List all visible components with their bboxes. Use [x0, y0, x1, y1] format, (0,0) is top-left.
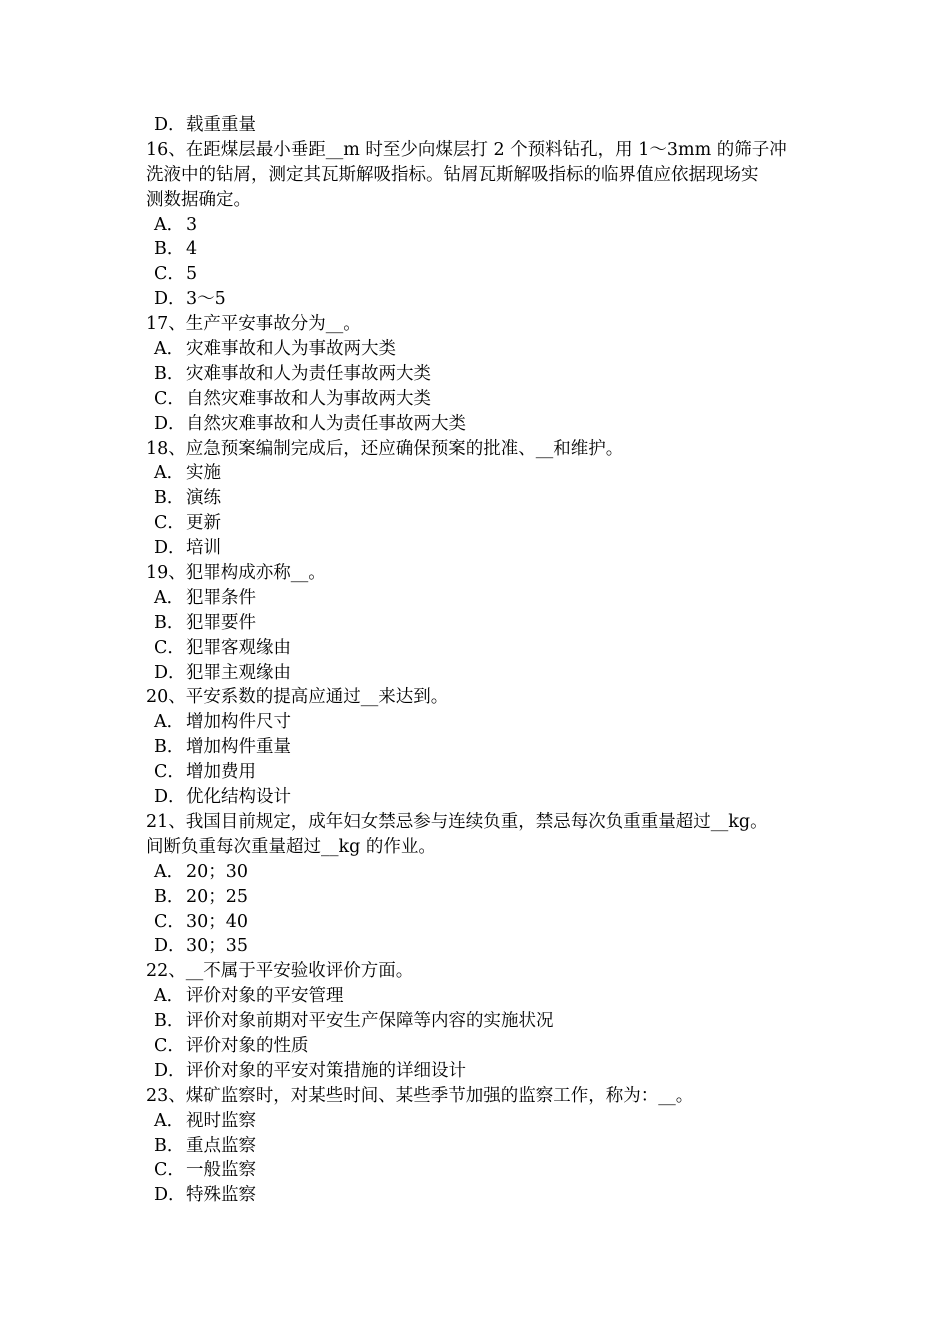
answer-option: [146, 1059, 816, 1084]
answer-option: [146, 934, 816, 959]
answer-option: [146, 486, 816, 511]
question-text-line: 洗液中的钻屑，测定其瓦斯解吸指标。钻屑瓦斯解吸指标的临界值应依据现场实: [146, 164, 759, 185]
answer-option: [146, 387, 816, 412]
option-text: 培训: [186, 538, 221, 559]
option-letter: C．: [154, 264, 185, 285]
answer-option: [146, 586, 816, 611]
question-text-line: 18、应急预案编制完成后，还应确保预案的批准、__和维护。: [146, 438, 624, 459]
option-letter: B．: [154, 1135, 185, 1156]
option-text: 30；35: [186, 936, 249, 957]
option-letter: C．: [154, 513, 185, 534]
option-text: 增加构件尺寸: [186, 712, 291, 733]
option-letter: C．: [154, 762, 185, 783]
question-stem: [146, 138, 816, 213]
option-text: 视时监察: [186, 1110, 256, 1131]
answer-option: [146, 412, 816, 437]
option-letter: A．: [154, 587, 185, 608]
answer-option: [146, 1034, 816, 1059]
option-text: 增加构件重量: [186, 737, 291, 758]
option-letter: D．: [154, 413, 186, 434]
option-text: 3～5: [186, 289, 226, 310]
option-letter: C．: [154, 1035, 185, 1056]
answer-option: [146, 885, 816, 910]
answer-option: [146, 661, 816, 686]
option-letter: A．: [154, 463, 185, 484]
option-letter: D．: [154, 115, 186, 135]
answer-option: [146, 461, 816, 486]
option-text: 演练: [186, 488, 221, 509]
question-stem: [146, 437, 816, 462]
answer-option: [146, 362, 816, 387]
option-letter: A．: [154, 339, 185, 360]
option-letter: C．: [154, 388, 185, 409]
option-letter: C．: [154, 911, 185, 932]
option-text: 实施: [186, 463, 221, 484]
option-letter: D．: [154, 662, 186, 683]
option-text: 犯罪客观缘由: [186, 637, 291, 658]
option-text: 重点监察: [186, 1135, 256, 1156]
option-text: 3: [186, 214, 198, 235]
question-text-line: 间断负重每次重量超过__kg 的作业。: [146, 836, 436, 857]
option-text: 20；25: [186, 886, 249, 907]
option-text: 评价对象的平安对策措施的详细设计: [186, 1060, 466, 1081]
option-letter: D．: [154, 289, 186, 310]
option-letter: D．: [154, 1060, 186, 1081]
answer-option: [146, 213, 816, 238]
answer-option: [146, 611, 816, 636]
question-text-line: 20、平安系数的提高应通过__来达到。: [146, 687, 449, 708]
option-letter: B．: [154, 886, 185, 907]
option-text: 更新: [186, 513, 221, 534]
option-text: 犯罪要件: [186, 612, 256, 633]
answer-option: [146, 984, 816, 1009]
option-letter: D．: [154, 936, 186, 957]
option-letter: B．: [154, 363, 185, 384]
question-stem: [146, 312, 816, 337]
option-letter: D．: [154, 787, 186, 808]
answer-option: [146, 1134, 816, 1159]
option-letter: A．: [154, 861, 185, 882]
option-letter: A．: [154, 986, 185, 1007]
option-text: 特殊监察: [186, 1185, 256, 1206]
option-letter: A．: [154, 712, 185, 733]
question-stem: [146, 959, 816, 984]
question-text-line: 16、在距煤层最小垂距__m 时至少向煤层打 2 个预料钻孔，用 1～3mm 的筛子冲: [146, 139, 787, 160]
question-text-line: 19、犯罪构成亦称__。: [146, 563, 326, 584]
option-text: 优化结构设计: [186, 787, 291, 808]
option-text: 20；30: [186, 861, 249, 882]
option-letter: D．: [154, 1185, 186, 1206]
answer-option: [146, 237, 816, 262]
answer-option: [146, 262, 816, 287]
question-text-line: 21、我国目前规定，成年妇女禁忌参与连续负重，禁忌每次负重重量超过__kg。: [146, 811, 768, 832]
question-text-line: 23、煤矿监察时，对某些时间、某些季节加强的监察工作，称为：__。: [146, 1085, 694, 1106]
answer-option: [146, 511, 816, 536]
answer-option: [146, 337, 816, 362]
option-letter: B．: [154, 1011, 185, 1032]
option-text: 犯罪主观缘由: [186, 662, 291, 683]
answer-option: [146, 536, 816, 561]
option-text: 4: [186, 239, 198, 260]
option-text: 评价对象的平安管理: [186, 986, 344, 1007]
option-text: 灾难事故和人为责任事故两大类: [186, 363, 431, 384]
option-letter: B．: [154, 737, 185, 758]
option-letter: A．: [154, 1110, 185, 1131]
answer-option: [146, 1183, 816, 1208]
question-stem: [146, 561, 816, 586]
option-letter: C．: [154, 1160, 185, 1181]
answer-option: [146, 636, 816, 661]
option-text: 5: [186, 264, 198, 285]
option-letter: C．: [154, 637, 185, 658]
answer-option: [146, 710, 816, 735]
question-text-line: 17、生产平安事故分为__。: [146, 314, 361, 335]
option-text: 自然灾难事故和人为责任事故两大类: [186, 413, 466, 434]
answer-option: [146, 760, 816, 785]
answer-option: [146, 735, 816, 760]
option-text: 灾难事故和人为事故两大类: [186, 339, 396, 360]
answer-option: [146, 1158, 816, 1183]
option-letter: B．: [154, 612, 185, 633]
answer-option: [146, 860, 816, 885]
answer-option: [146, 113, 816, 138]
option-text: 自然灾难事故和人为事故两大类: [186, 388, 431, 409]
question-text-line: 测数据确定。: [146, 189, 251, 210]
option-text: 一般监察: [186, 1160, 256, 1181]
answer-option: [146, 1109, 816, 1134]
option-letter: B．: [154, 488, 185, 509]
question-stem: [146, 1084, 816, 1109]
answer-option: [146, 785, 816, 810]
option-text: 载重重量: [186, 115, 256, 135]
option-text: 评价对象的性质: [186, 1035, 309, 1056]
answer-option: [146, 910, 816, 935]
option-text: 30；40: [186, 911, 249, 932]
question-stem: [146, 685, 816, 710]
question-text-line: 22、__不属于平安验收评价方面。: [146, 961, 414, 982]
option-letter: D．: [154, 538, 186, 559]
exam-question-list: [146, 113, 816, 1208]
question-stem: [146, 810, 816, 860]
option-letter: B．: [154, 239, 185, 260]
answer-option: [146, 287, 816, 312]
option-text: 犯罪条件: [186, 587, 256, 608]
option-text: 增加费用: [186, 762, 256, 783]
option-letter: A．: [154, 214, 185, 235]
option-text: 评价对象前期对平安生产保障等内容的实施状况: [186, 1011, 554, 1032]
answer-option: [146, 1009, 816, 1034]
